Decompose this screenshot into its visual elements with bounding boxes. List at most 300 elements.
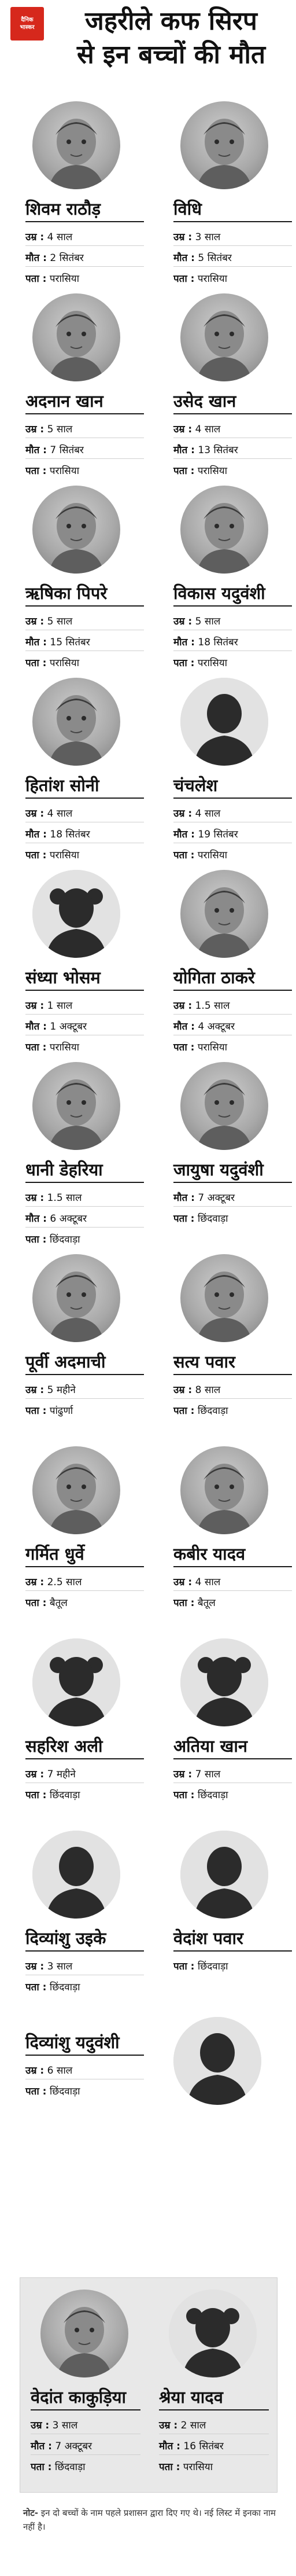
child-death-value: 2 सितंबर [50, 252, 84, 264]
child-age [173, 1383, 220, 1396]
line-divider [25, 245, 144, 246]
child-card [0, 1056, 148, 1248]
child-place-value: छिंदवाड़ा [49, 2086, 80, 2097]
child-card [148, 1633, 296, 1825]
child-age-label: उम्र : [25, 1192, 45, 1204]
child-name: चंचलेश [173, 776, 218, 795]
child-age-label: उम्र : [25, 808, 45, 820]
name-divider [31, 2409, 140, 2410]
child-photo-icon [32, 1062, 120, 1150]
note-text: इन दो बच्चों के नाम पहले प्रशासन द्वारा दिए गए थे। नई लिस्ट में इनका नाम नहीं है। [23, 2508, 276, 2532]
child-death-label: मौत : [31, 2441, 52, 2452]
child-place-label: पता : [31, 2461, 52, 2473]
name-divider [159, 2409, 269, 2410]
child-card [149, 2278, 277, 2486]
child-avatar [180, 1254, 268, 1342]
child-age-value: 8 साल [195, 1384, 221, 1396]
girl-silhouette-icon [32, 870, 120, 958]
child-death [25, 443, 84, 456]
child-avatar [180, 678, 268, 766]
child-photo-icon [32, 486, 120, 574]
child-name: उसेद खान [173, 391, 236, 411]
name-divider [173, 798, 292, 799]
child-age-value: 1.5 साल [195, 1000, 230, 1012]
child-place-label: पता : [173, 1789, 195, 1801]
name-divider [173, 1566, 292, 1567]
child-place [159, 2460, 213, 2473]
child-age-label: उम्र : [25, 424, 45, 435]
children-row [0, 1440, 296, 1633]
logo-line1: दैनिक [21, 17, 34, 23]
child-age [31, 2418, 77, 2431]
children-grid [0, 95, 296, 2144]
child-age-value: 2.5 साल [47, 1577, 82, 1588]
child-place-value: छिंदवाड़ा [54, 2461, 86, 2473]
child-death-label: मौत : [25, 444, 47, 456]
line-divider [25, 1590, 144, 1591]
child-photo-icon [32, 293, 120, 381]
child-card [0, 864, 148, 1056]
child-name: सहरिश अली [25, 1736, 103, 1756]
children-row [0, 1633, 296, 1825]
child-death-value: 13 सितंबर [198, 444, 238, 456]
child-death [25, 827, 90, 840]
child-age [25, 806, 72, 820]
child-age-value: 4 साल [195, 424, 221, 435]
child-place [173, 1403, 228, 1417]
child-place-value: परासिया [197, 850, 228, 861]
child-death-value: 15 सितंबर [50, 637, 90, 648]
child-death-label: मौत : [173, 1021, 195, 1032]
child-place [25, 1980, 80, 1993]
child-age-value: 5 साल [47, 424, 73, 435]
child-name: गर्मित धुर्वे [25, 1544, 84, 1564]
child-age [25, 230, 72, 243]
child-death-label: मौत : [25, 1213, 47, 1225]
boy-silhouette-icon [180, 1831, 268, 1919]
child-name: वेदांत काकुड़िया [31, 2387, 127, 2407]
child-name: कबीर यादव [173, 1544, 246, 1564]
child-place-label: पता : [173, 1961, 195, 1972]
child-age [25, 1383, 76, 1396]
child-card [0, 1633, 148, 1825]
child-photo-icon [180, 1254, 268, 1342]
child-death [173, 443, 238, 456]
children-row [0, 1825, 296, 2017]
child-place-value: छिंदवाड़ा [197, 1213, 228, 1225]
children-row [0, 480, 296, 672]
child-death [173, 1190, 235, 1204]
girl-silhouette-icon [32, 1638, 120, 1726]
child-name: विकास यदुवंशी [173, 583, 265, 603]
child-age [25, 1959, 72, 1972]
page-title [58, 5, 284, 72]
child-age-value: 3 साल [47, 1961, 73, 1972]
child-death-label: मौत : [25, 829, 47, 840]
children-row [0, 864, 296, 1056]
child-place [173, 1596, 216, 1609]
child-place-value: छिंदवाड़ा [49, 1982, 80, 1993]
child-avatar [40, 2290, 128, 2377]
child-card [148, 95, 296, 288]
child-place-label: पता : [25, 1982, 47, 1993]
child-age [25, 1190, 82, 1204]
child-age-value: 7 साल [195, 1769, 221, 1780]
child-place-label: पता : [173, 465, 195, 477]
line-divider [25, 266, 144, 267]
child-place [25, 464, 79, 477]
child-place-label: पता : [173, 1405, 195, 1417]
child-place-value: परासिया [197, 273, 228, 285]
child-avatar [180, 1062, 268, 1150]
child-death-value: 6 अक्टूबर [50, 1213, 87, 1225]
name-divider [173, 1758, 292, 1759]
child-death-value: 16 सितंबर [183, 2441, 224, 2452]
child-place [25, 2084, 80, 2097]
child-card [0, 95, 148, 288]
child-death-value: 18 सितंबर [198, 637, 238, 648]
child-age-value: 3 साल [52, 2420, 78, 2431]
boy-silhouette-icon [32, 1831, 120, 1919]
child-place-label: पता : [25, 850, 47, 861]
child-place-value: बैतूल [49, 1597, 68, 1609]
child-place-label: पता : [25, 657, 47, 669]
child-age-label: उम्र : [25, 2065, 45, 2077]
child-place-value: छिंदवाड़ा [49, 1789, 80, 1801]
child-name: अतिया खान [173, 1736, 247, 1756]
child-card [148, 864, 296, 1056]
child-age-label: उम्र : [31, 2420, 50, 2431]
child-death [173, 827, 238, 840]
child-place-label: पता : [25, 1789, 47, 1801]
name-divider [173, 605, 292, 607]
name-divider [173, 1950, 292, 1952]
child-death-value: 1 अक्टूबर [50, 1021, 87, 1032]
child-death-value: 5 सितंबर [198, 252, 232, 264]
child-death [159, 2439, 224, 2452]
child-place-label: पता : [173, 657, 195, 669]
child-card [148, 1056, 296, 1248]
child-age [25, 1575, 82, 1588]
child-avatar [32, 293, 120, 381]
child-name: सत्य पवार [173, 1352, 235, 1372]
child-place [173, 848, 227, 861]
child-avatar [180, 870, 268, 958]
child-age-label: उम्र : [173, 808, 193, 820]
name-divider [25, 1374, 144, 1375]
child-avatar [180, 101, 268, 189]
child-name: हितांश सोनी [25, 776, 99, 795]
child-death-value: 19 सितंबर [198, 829, 238, 840]
name-divider [25, 1950, 144, 1952]
child-age [173, 998, 230, 1012]
child-place [25, 848, 79, 861]
child-age [25, 1767, 76, 1780]
name-divider [173, 1182, 292, 1183]
child-age [173, 1575, 220, 1588]
name-divider [25, 413, 144, 414]
child-place [25, 1040, 79, 1053]
child-age-value: 2 साल [180, 2420, 206, 2431]
child-card [0, 288, 148, 480]
logo-line2: भास्कर [20, 24, 35, 31]
child-avatar [173, 2017, 261, 2105]
name-divider [173, 1374, 292, 1375]
name-divider [25, 990, 144, 991]
line-divider [31, 2454, 140, 2455]
child-death-label: मौत : [159, 2441, 180, 2452]
child-place-label: पता : [173, 1597, 195, 1609]
child-photo-icon [180, 870, 268, 958]
line-divider [173, 1590, 292, 1591]
child-place [173, 1211, 228, 1225]
child-age [25, 2063, 72, 2077]
child-place-value: परासिया [49, 465, 80, 477]
child-card [0, 1440, 148, 1633]
child-card [0, 480, 148, 672]
child-age-label: उम्र : [25, 1384, 45, 1396]
name-divider [25, 605, 144, 607]
child-card [0, 1825, 148, 2017]
child-avatar [180, 1638, 268, 1726]
child-age [25, 422, 72, 435]
child-place-label: पता : [159, 2461, 180, 2473]
child-age-label: उम्र : [173, 1769, 193, 1780]
child-death-label: मौत : [25, 637, 47, 648]
child-age-label: उम्र : [159, 2420, 178, 2431]
children-row [0, 1248, 296, 1440]
child-age [159, 2418, 206, 2431]
child-age-label: उम्र : [25, 231, 45, 243]
name-divider [173, 990, 292, 991]
child-age-value: 5 साल [195, 616, 221, 627]
name-divider [25, 1566, 144, 1567]
child-avatar [169, 2290, 257, 2377]
child-death [25, 251, 84, 264]
child-death-value: 4 अक्टूबर [198, 1021, 235, 1032]
child-death-value: 7 अक्टूबर [55, 2441, 92, 2452]
child-avatar [180, 1831, 268, 1919]
child-avatar [32, 1446, 120, 1534]
child-name: दिव्यांशु उइके [25, 1928, 106, 1948]
child-card [148, 672, 296, 864]
child-age-value: 7 महीने [47, 1769, 76, 1780]
children-row [0, 672, 296, 864]
child-death [25, 1019, 87, 1032]
child-death-value: 7 सितंबर [50, 444, 84, 456]
child-place-value: छिंदवाड़ा [197, 1405, 228, 1417]
child-age-value: 4 साल [195, 808, 221, 820]
child-place-value: परासिया [49, 850, 80, 861]
child-age-value: 5 साल [47, 616, 73, 627]
child-place [173, 1040, 227, 1053]
child-photo-icon [180, 101, 268, 189]
child-place [25, 1596, 68, 1609]
child-age-value: 1 साल [47, 1000, 73, 1012]
child-death-label: मौत : [173, 444, 195, 456]
child-photo-icon [32, 1254, 120, 1342]
line-divider [173, 1398, 292, 1399]
child-place [25, 1403, 73, 1417]
line-divider [25, 1206, 144, 1207]
child-death-label: मौत : [173, 829, 195, 840]
child-photo-icon [32, 101, 120, 189]
child-avatar [180, 1446, 268, 1534]
child-card [148, 1248, 296, 1440]
child-avatar [32, 486, 120, 574]
child-age-label: उम्र : [173, 1000, 193, 1012]
child-place-label: पता : [25, 1597, 47, 1609]
child-place [173, 1788, 228, 1801]
child-name: संध्या भोसम [25, 968, 101, 987]
child-death-label: मौत : [25, 252, 47, 264]
child-name: ऋषिका पिपरे [25, 583, 108, 603]
line-divider [173, 1206, 292, 1207]
child-card [0, 672, 148, 864]
line-divider [173, 245, 292, 246]
boy-silhouette-icon [173, 2017, 261, 2105]
child-card [0, 2017, 296, 2209]
child-card [148, 288, 296, 480]
child-photo-icon [32, 678, 120, 766]
child-place [25, 1788, 80, 1801]
child-place [173, 464, 227, 477]
note-label: नोट- [23, 2508, 38, 2518]
child-card [148, 1825, 296, 2017]
child-photo-icon [180, 486, 268, 574]
name-divider [25, 2055, 144, 2056]
child-place-value: पांढुर्णा [49, 1405, 73, 1417]
girl-silhouette-icon [180, 1638, 268, 1726]
line-divider [25, 1398, 144, 1399]
child-place-label: पता : [25, 1405, 47, 1417]
child-photo-icon [180, 1062, 268, 1150]
child-age-value: 1.5 साल [47, 1192, 82, 1204]
child-name: धानी डेहरिया [25, 1160, 103, 1179]
child-place-label: पता : [173, 1213, 195, 1225]
child-avatar [32, 1254, 120, 1342]
name-divider [25, 1758, 144, 1759]
child-card [20, 2278, 149, 2486]
title-line1: जहरीले कफ सिरप [85, 6, 257, 36]
child-place-value: परासिया [197, 1042, 228, 1053]
child-place-label: पता : [25, 2086, 47, 2097]
child-death-label: मौत : [173, 1192, 195, 1204]
child-age [25, 614, 72, 627]
child-avatar [32, 678, 120, 766]
child-age [173, 230, 220, 243]
child-place-value: परासिया [49, 657, 80, 669]
children-row [0, 288, 296, 480]
child-card [0, 1248, 148, 1440]
child-place-label: पता : [25, 1042, 47, 1053]
child-death-label: मौत : [25, 1021, 47, 1032]
boy-silhouette-icon [180, 678, 268, 766]
children-row [0, 1056, 296, 1248]
child-photo-icon [180, 1446, 268, 1534]
child-age-label: उम्र : [173, 231, 193, 243]
child-card [148, 1440, 296, 1633]
child-name: जायुषा यदुवंशी [173, 1160, 264, 1179]
girl-silhouette-icon [169, 2290, 257, 2377]
child-avatar [32, 1831, 120, 1919]
child-age-label: उम्र : [25, 1577, 45, 1588]
child-age-label: उम्र : [25, 1000, 45, 1012]
child-name: योगिता ठाकरे [173, 968, 255, 987]
title-line2: से इन बच्चों की मौत [76, 40, 266, 69]
child-place-label: पता : [173, 1042, 195, 1053]
line-divider [25, 458, 144, 459]
child-place [173, 1959, 228, 1972]
child-age-value: 4 साल [47, 231, 73, 243]
name-divider [25, 221, 144, 222]
child-photo-icon [40, 2290, 128, 2377]
child-death-label: मौत : [173, 252, 195, 264]
line-divider [25, 1227, 144, 1228]
child-age-label: उम्र : [173, 1384, 193, 1396]
child-name: श्रेया यादव [159, 2387, 223, 2407]
child-place-value: परासिया [183, 2461, 213, 2473]
child-place [25, 656, 79, 669]
child-name: विधि [173, 199, 202, 219]
logo [10, 7, 44, 41]
child-death [25, 635, 90, 648]
child-age-label: उम्र : [173, 424, 193, 435]
name-divider [173, 221, 292, 222]
child-place-value: परासिया [197, 465, 228, 477]
child-place-value: छिंदवाड़ा [197, 1789, 228, 1801]
child-place-value: छिंदवाड़ा [197, 1961, 228, 1972]
child-avatar [32, 870, 120, 958]
child-age-label: उम्र : [25, 616, 45, 627]
child-age-value: 6 साल [47, 2065, 73, 2077]
child-photo-icon [180, 293, 268, 381]
child-avatar [180, 293, 268, 381]
child-age [173, 614, 220, 627]
child-age-value: 4 साल [195, 1577, 221, 1588]
child-avatar [32, 1638, 120, 1726]
child-card [148, 480, 296, 672]
removed-names-box [20, 2277, 278, 2493]
name-divider [25, 798, 144, 799]
child-age [173, 422, 220, 435]
child-place [25, 271, 79, 285]
child-name: शिवम राठौड़ [25, 199, 101, 219]
child-name: अदनान खान [25, 391, 103, 411]
child-age-label: उम्र : [173, 1577, 193, 1588]
child-place-label: पता : [173, 273, 195, 285]
line-divider [173, 1014, 292, 1015]
child-avatar [180, 486, 268, 574]
child-photo-icon [32, 1446, 120, 1534]
child-death-label: मौत : [173, 637, 195, 648]
child-place-value: परासिया [49, 273, 80, 285]
child-place-label: पता : [25, 465, 47, 477]
line-divider [173, 266, 292, 267]
name-divider [173, 413, 292, 414]
child-age-value: 5 महीने [47, 1384, 76, 1396]
child-age-label: उम्र : [25, 1961, 45, 1972]
child-death [173, 1019, 235, 1032]
child-place [25, 1232, 80, 1245]
child-place-label: पता : [25, 1234, 47, 1245]
child-place [31, 2460, 86, 2473]
child-place-value: बैतूल [197, 1597, 216, 1609]
child-name: दिव्यांशु यदुवंशी [25, 2033, 120, 2052]
children-row [0, 95, 296, 288]
child-death [173, 635, 238, 648]
child-death-value: 18 सितंबर [50, 829, 90, 840]
